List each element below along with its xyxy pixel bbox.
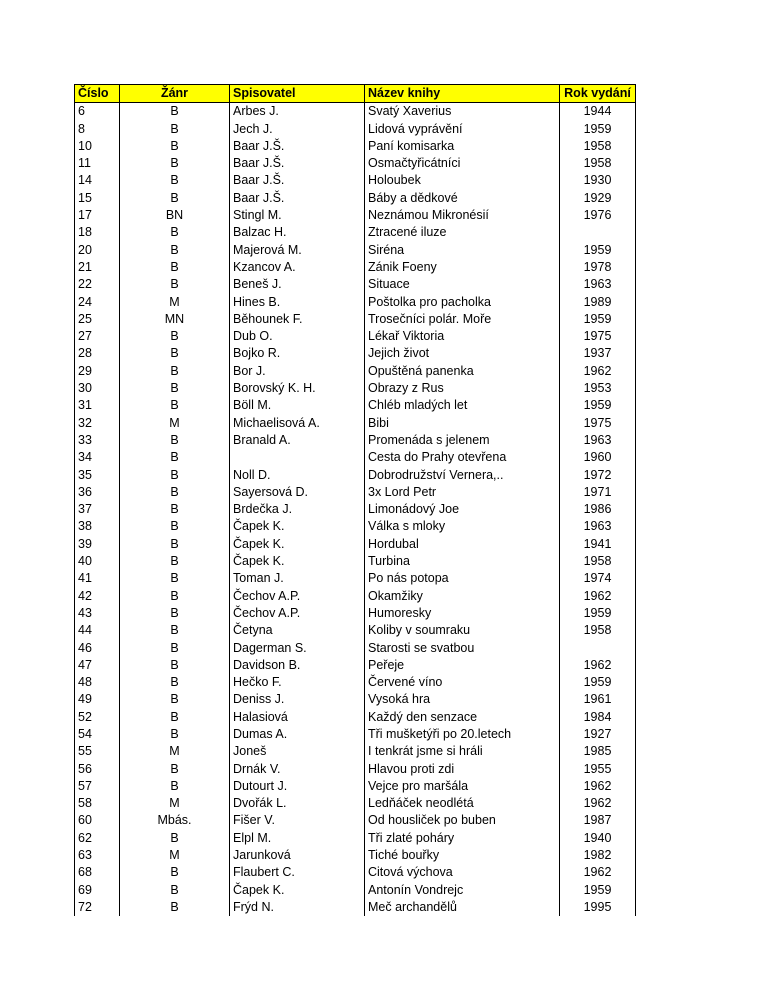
cell-cislo: 41	[75, 570, 120, 587]
cell-nazev-knihy: Trosečníci polár. Moře	[365, 311, 560, 328]
table-row	[75, 345, 636, 362]
cell-cislo: 35	[75, 467, 120, 484]
cell-cislo: 63	[75, 847, 120, 864]
cell-rok-vydani: 1958	[560, 622, 636, 639]
cell-zanr: B	[120, 674, 230, 691]
cell-spisovatel: Dutourt J.	[230, 778, 365, 795]
cell-spisovatel: Beneš J.	[230, 276, 365, 293]
cell-cislo: 36	[75, 484, 120, 501]
cell-spisovatel: Dub O.	[230, 328, 365, 345]
cell-spisovatel: Čapek K.	[230, 518, 365, 535]
cell-nazev-knihy: Promenáda s jelenem	[365, 432, 560, 449]
table-row	[75, 311, 636, 328]
cell-spisovatel	[230, 449, 365, 466]
cell-nazev-knihy: Chléb mladých let	[365, 397, 560, 414]
cell-cislo: 62	[75, 830, 120, 847]
cell-zanr: B	[120, 588, 230, 605]
cell-zanr: B	[120, 518, 230, 535]
cell-zanr: B	[120, 691, 230, 708]
cell-zanr: B	[120, 155, 230, 172]
cell-zanr: B	[120, 467, 230, 484]
cell-zanr: B	[120, 553, 230, 570]
cell-rok-vydani: 1959	[560, 674, 636, 691]
cell-cislo: 38	[75, 518, 120, 535]
table-row	[75, 363, 636, 380]
cell-zanr: B	[120, 484, 230, 501]
cell-rok-vydani: 1982	[560, 847, 636, 864]
cell-nazev-knihy: Báby a dědkové	[365, 190, 560, 207]
cell-nazev-knihy: Ledňáček neodlétá	[365, 795, 560, 812]
table-row	[75, 570, 636, 587]
cell-cislo: 55	[75, 743, 120, 760]
cell-nazev-knihy: Dobrodružství Vernera,..	[365, 467, 560, 484]
table-row	[75, 432, 636, 449]
cell-spisovatel: Četyna	[230, 622, 365, 639]
cell-cislo: 68	[75, 864, 120, 881]
cell-rok-vydani: 1978	[560, 259, 636, 276]
cell-cislo: 31	[75, 397, 120, 414]
cell-rok-vydani: 1927	[560, 726, 636, 743]
table-row	[75, 864, 636, 881]
cell-nazev-knihy: Paní komisarka	[365, 138, 560, 155]
cell-spisovatel: Čechov A.P.	[230, 588, 365, 605]
cell-spisovatel: Davidson B.	[230, 657, 365, 674]
cell-rok-vydani	[560, 640, 636, 657]
cell-cislo: 49	[75, 691, 120, 708]
table-row	[75, 121, 636, 138]
cell-rok-vydani: 1953	[560, 380, 636, 397]
cell-spisovatel: Majerová M.	[230, 242, 365, 259]
cell-zanr: B	[120, 899, 230, 916]
cell-spisovatel: Hines B.	[230, 294, 365, 311]
cell-nazev-knihy: Tiché bouřky	[365, 847, 560, 864]
cell-zanr: B	[120, 882, 230, 899]
cell-nazev-knihy: Limonádový Joe	[365, 501, 560, 518]
cell-spisovatel: Čapek K.	[230, 553, 365, 570]
cell-nazev-knihy: Hordubal	[365, 536, 560, 553]
cell-spisovatel: Drnák V.	[230, 761, 365, 778]
cell-spisovatel: Michaelisová A.	[230, 415, 365, 432]
cell-zanr: B	[120, 778, 230, 795]
table-row	[75, 501, 636, 518]
cell-zanr: BN	[120, 207, 230, 224]
table-row	[75, 830, 636, 847]
cell-cislo: 29	[75, 363, 120, 380]
cell-cislo: 48	[75, 674, 120, 691]
cell-cislo: 56	[75, 761, 120, 778]
book-table	[74, 84, 636, 916]
cell-zanr: B	[120, 103, 230, 121]
cell-nazev-knihy: I tenkrát jsme si hráli	[365, 743, 560, 760]
cell-cislo: 6	[75, 103, 120, 121]
cell-cislo: 57	[75, 778, 120, 795]
cell-zanr: B	[120, 121, 230, 138]
cell-spisovatel: Balzac H.	[230, 224, 365, 241]
cell-rok-vydani: 1940	[560, 830, 636, 847]
cell-rok-vydani: 1986	[560, 501, 636, 518]
cell-zanr: B	[120, 864, 230, 881]
cell-spisovatel: Stingl M.	[230, 207, 365, 224]
table-row	[75, 224, 636, 241]
cell-nazev-knihy: Opuštěná panenka	[365, 363, 560, 380]
cell-zanr: B	[120, 224, 230, 241]
table-row	[75, 484, 636, 501]
cell-nazev-knihy: Koliby v soumraku	[365, 622, 560, 639]
cell-nazev-knihy: Ztracené iluze	[365, 224, 560, 241]
cell-rok-vydani: 1975	[560, 328, 636, 345]
cell-rok-vydani: 1941	[560, 536, 636, 553]
cell-rok-vydani: 1958	[560, 138, 636, 155]
cell-nazev-knihy: Okamžiky	[365, 588, 560, 605]
cell-cislo: 69	[75, 882, 120, 899]
cell-rok-vydani: 1962	[560, 864, 636, 881]
cell-zanr: B	[120, 432, 230, 449]
cell-spisovatel: Čapek K.	[230, 882, 365, 899]
header-spisovatel: Spisovatel	[230, 85, 365, 103]
cell-cislo: 72	[75, 899, 120, 916]
cell-rok-vydani: 1960	[560, 449, 636, 466]
table-row	[75, 172, 636, 189]
cell-cislo: 46	[75, 640, 120, 657]
cell-nazev-knihy: Červené víno	[365, 674, 560, 691]
table-row	[75, 207, 636, 224]
cell-rok-vydani: 1959	[560, 397, 636, 414]
cell-nazev-knihy: Válka s mloky	[365, 518, 560, 535]
cell-cislo: 11	[75, 155, 120, 172]
table-row	[75, 103, 636, 121]
cell-zanr: B	[120, 536, 230, 553]
table-row	[75, 899, 636, 916]
table-row	[75, 588, 636, 605]
cell-cislo: 32	[75, 415, 120, 432]
cell-rok-vydani: 1962	[560, 657, 636, 674]
cell-rok-vydani: 1958	[560, 553, 636, 570]
cell-rok-vydani: 1984	[560, 709, 636, 726]
cell-zanr: M	[120, 743, 230, 760]
cell-spisovatel: Brdečka J.	[230, 501, 365, 518]
cell-rok-vydani: 1985	[560, 743, 636, 760]
table-row	[75, 709, 636, 726]
table-row	[75, 795, 636, 812]
cell-spisovatel: Baar J.Š.	[230, 155, 365, 172]
cell-spisovatel: Deniss J.	[230, 691, 365, 708]
cell-zanr: Mbás.	[120, 812, 230, 829]
cell-spisovatel: Hečko F.	[230, 674, 365, 691]
cell-zanr: B	[120, 172, 230, 189]
cell-cislo: 20	[75, 242, 120, 259]
table-row	[75, 328, 636, 345]
cell-rok-vydani: 1972	[560, 467, 636, 484]
cell-spisovatel: Halasiová	[230, 709, 365, 726]
cell-cislo: 8	[75, 121, 120, 138]
cell-nazev-knihy: Meč archandělů	[365, 899, 560, 916]
cell-zanr: B	[120, 345, 230, 362]
cell-nazev-knihy: Od housliček po buben	[365, 812, 560, 829]
cell-cislo: 44	[75, 622, 120, 639]
cell-spisovatel: Toman J.	[230, 570, 365, 587]
cell-cislo: 10	[75, 138, 120, 155]
table-row	[75, 761, 636, 778]
cell-spisovatel: Joneš	[230, 743, 365, 760]
table-row	[75, 190, 636, 207]
cell-cislo: 39	[75, 536, 120, 553]
cell-rok-vydani	[560, 224, 636, 241]
cell-nazev-knihy: Turbina	[365, 553, 560, 570]
cell-nazev-knihy: Peřeje	[365, 657, 560, 674]
table-row	[75, 622, 636, 639]
cell-cislo: 15	[75, 190, 120, 207]
cell-rok-vydani: 1958	[560, 155, 636, 172]
cell-cislo: 22	[75, 276, 120, 293]
cell-cislo: 27	[75, 328, 120, 345]
table-row	[75, 691, 636, 708]
cell-spisovatel: Baar J.Š.	[230, 172, 365, 189]
cell-cislo: 58	[75, 795, 120, 812]
cell-spisovatel: Běhounek F.	[230, 311, 365, 328]
cell-cislo: 43	[75, 605, 120, 622]
cell-spisovatel: Arbes J.	[230, 103, 365, 121]
cell-zanr: M	[120, 294, 230, 311]
cell-nazev-knihy: Vejce pro maršála	[365, 778, 560, 795]
cell-rok-vydani: 1971	[560, 484, 636, 501]
cell-rok-vydani: 1963	[560, 276, 636, 293]
table-row	[75, 276, 636, 293]
cell-rok-vydani: 1959	[560, 121, 636, 138]
table-row	[75, 847, 636, 864]
cell-nazev-knihy: Osmačtyřicátníci	[365, 155, 560, 172]
table-body	[75, 103, 636, 916]
cell-rok-vydani: 1961	[560, 691, 636, 708]
table-row	[75, 242, 636, 259]
cell-zanr: B	[120, 640, 230, 657]
cell-zanr: B	[120, 830, 230, 847]
table-row	[75, 812, 636, 829]
cell-cislo: 18	[75, 224, 120, 241]
cell-rok-vydani: 1962	[560, 778, 636, 795]
cell-cislo: 37	[75, 501, 120, 518]
cell-cislo: 17	[75, 207, 120, 224]
cell-zanr: B	[120, 726, 230, 743]
cell-spisovatel: Elpl M.	[230, 830, 365, 847]
cell-spisovatel: Dumas A.	[230, 726, 365, 743]
cell-nazev-knihy: Holoubek	[365, 172, 560, 189]
cell-spisovatel: Baar J.Š.	[230, 138, 365, 155]
cell-zanr: B	[120, 242, 230, 259]
cell-cislo: 54	[75, 726, 120, 743]
cell-rok-vydani: 1963	[560, 432, 636, 449]
cell-nazev-knihy: Cesta do Prahy otevřena	[365, 449, 560, 466]
cell-rok-vydani: 1959	[560, 242, 636, 259]
cell-cislo: 24	[75, 294, 120, 311]
cell-rok-vydani: 1944	[560, 103, 636, 121]
cell-spisovatel: Frýd N.	[230, 899, 365, 916]
cell-zanr: MN	[120, 311, 230, 328]
cell-cislo: 30	[75, 380, 120, 397]
cell-spisovatel: Baar J.Š.	[230, 190, 365, 207]
cell-zanr: M	[120, 795, 230, 812]
cell-cislo: 52	[75, 709, 120, 726]
cell-cislo: 42	[75, 588, 120, 605]
cell-spisovatel: Sayersová D.	[230, 484, 365, 501]
cell-rok-vydani: 1975	[560, 415, 636, 432]
header-row	[75, 85, 636, 103]
cell-zanr: M	[120, 415, 230, 432]
cell-rok-vydani: 1937	[560, 345, 636, 362]
cell-zanr: B	[120, 190, 230, 207]
cell-rok-vydani: 1962	[560, 363, 636, 380]
cell-nazev-knihy: Každý den senzace	[365, 709, 560, 726]
cell-rok-vydani: 1974	[560, 570, 636, 587]
table-row	[75, 380, 636, 397]
cell-rok-vydani: 1962	[560, 588, 636, 605]
cell-zanr: B	[120, 363, 230, 380]
table-row	[75, 882, 636, 899]
cell-spisovatel: Kzancov A.	[230, 259, 365, 276]
cell-nazev-knihy: Citová výchova	[365, 864, 560, 881]
cell-nazev-knihy: 3x Lord Petr	[365, 484, 560, 501]
cell-zanr: B	[120, 501, 230, 518]
table-row	[75, 259, 636, 276]
cell-spisovatel: Bojko R.	[230, 345, 365, 362]
table-row	[75, 657, 636, 674]
cell-nazev-knihy: Hlavou proti zdi	[365, 761, 560, 778]
cell-nazev-knihy: Siréna	[365, 242, 560, 259]
cell-nazev-knihy: Situace	[365, 276, 560, 293]
cell-spisovatel: Čechov A.P.	[230, 605, 365, 622]
cell-rok-vydani: 1959	[560, 605, 636, 622]
cell-spisovatel: Böll M.	[230, 397, 365, 414]
cell-nazev-knihy: Obrazy z Rus	[365, 380, 560, 397]
cell-nazev-knihy: Vysoká hra	[365, 691, 560, 708]
cell-nazev-knihy: Bibi	[365, 415, 560, 432]
cell-nazev-knihy: Jejich život	[365, 345, 560, 362]
cell-rok-vydani: 1929	[560, 190, 636, 207]
table-row	[75, 743, 636, 760]
cell-cislo: 47	[75, 657, 120, 674]
table-row	[75, 536, 636, 553]
cell-zanr: B	[120, 605, 230, 622]
cell-zanr: B	[120, 657, 230, 674]
cell-zanr: B	[120, 761, 230, 778]
table-row	[75, 449, 636, 466]
cell-nazev-knihy: Tři zlaté poháry	[365, 830, 560, 847]
table-row	[75, 778, 636, 795]
cell-nazev-knihy: Humoresky	[365, 605, 560, 622]
table-row	[75, 415, 636, 432]
cell-zanr: B	[120, 397, 230, 414]
cell-spisovatel: Branald A.	[230, 432, 365, 449]
cell-cislo: 40	[75, 553, 120, 570]
cell-nazev-knihy: Lékař Viktoria	[365, 328, 560, 345]
header-cislo: Číslo	[75, 85, 120, 103]
table-row	[75, 640, 636, 657]
cell-zanr: B	[120, 276, 230, 293]
cell-zanr: B	[120, 709, 230, 726]
table-row	[75, 605, 636, 622]
cell-cislo: 25	[75, 311, 120, 328]
cell-spisovatel: Jarunková	[230, 847, 365, 864]
cell-rok-vydani: 1995	[560, 899, 636, 916]
cell-rok-vydani: 1976	[560, 207, 636, 224]
cell-nazev-knihy: Svatý Xaverius	[365, 103, 560, 121]
cell-zanr: B	[120, 622, 230, 639]
cell-spisovatel: Dvořák L.	[230, 795, 365, 812]
header-zanr: Žánr	[120, 85, 230, 103]
table-row	[75, 155, 636, 172]
cell-nazev-knihy: Lidová vyprávění	[365, 121, 560, 138]
cell-rok-vydani: 1963	[560, 518, 636, 535]
cell-zanr: B	[120, 380, 230, 397]
cell-spisovatel: Borovský K. H.	[230, 380, 365, 397]
cell-rok-vydani: 1930	[560, 172, 636, 189]
cell-rok-vydani: 1955	[560, 761, 636, 778]
cell-zanr: B	[120, 138, 230, 155]
table-row	[75, 138, 636, 155]
cell-spisovatel: Čapek K.	[230, 536, 365, 553]
cell-rok-vydani: 1962	[560, 795, 636, 812]
cell-spisovatel: Fišer V.	[230, 812, 365, 829]
cell-zanr: M	[120, 847, 230, 864]
table-row	[75, 674, 636, 691]
cell-zanr: B	[120, 259, 230, 276]
table-row	[75, 397, 636, 414]
cell-spisovatel: Dagerman S.	[230, 640, 365, 657]
cell-cislo: 21	[75, 259, 120, 276]
cell-nazev-knihy: Antonín Vondrejc	[365, 882, 560, 899]
cell-cislo: 14	[75, 172, 120, 189]
cell-zanr: B	[120, 449, 230, 466]
cell-cislo: 28	[75, 345, 120, 362]
table-row	[75, 294, 636, 311]
cell-rok-vydani: 1959	[560, 882, 636, 899]
cell-spisovatel: Jech J.	[230, 121, 365, 138]
cell-cislo: 60	[75, 812, 120, 829]
cell-nazev-knihy: Tři mušketýři po 20.letech	[365, 726, 560, 743]
header-nazev-knihy: Název knihy	[365, 85, 560, 103]
cell-nazev-knihy: Neznámou Mikronésií	[365, 207, 560, 224]
cell-spisovatel: Noll D.	[230, 467, 365, 484]
cell-zanr: B	[120, 570, 230, 587]
cell-rok-vydani: 1959	[560, 311, 636, 328]
cell-rok-vydani: 1989	[560, 294, 636, 311]
cell-nazev-knihy: Poštolka pro pacholka	[365, 294, 560, 311]
table-row	[75, 726, 636, 743]
table-row	[75, 467, 636, 484]
cell-nazev-knihy: Po nás potopa	[365, 570, 560, 587]
cell-cislo: 33	[75, 432, 120, 449]
cell-nazev-knihy: Zánik Foeny	[365, 259, 560, 276]
cell-nazev-knihy: Starosti se svatbou	[365, 640, 560, 657]
cell-spisovatel: Flaubert C.	[230, 864, 365, 881]
header-rok-vydani: Rok vydání	[560, 85, 636, 103]
cell-cislo: 34	[75, 449, 120, 466]
cell-rok-vydani: 1987	[560, 812, 636, 829]
cell-spisovatel: Bor J.	[230, 363, 365, 380]
cell-zanr: B	[120, 328, 230, 345]
table-row	[75, 553, 636, 570]
table-row	[75, 518, 636, 535]
